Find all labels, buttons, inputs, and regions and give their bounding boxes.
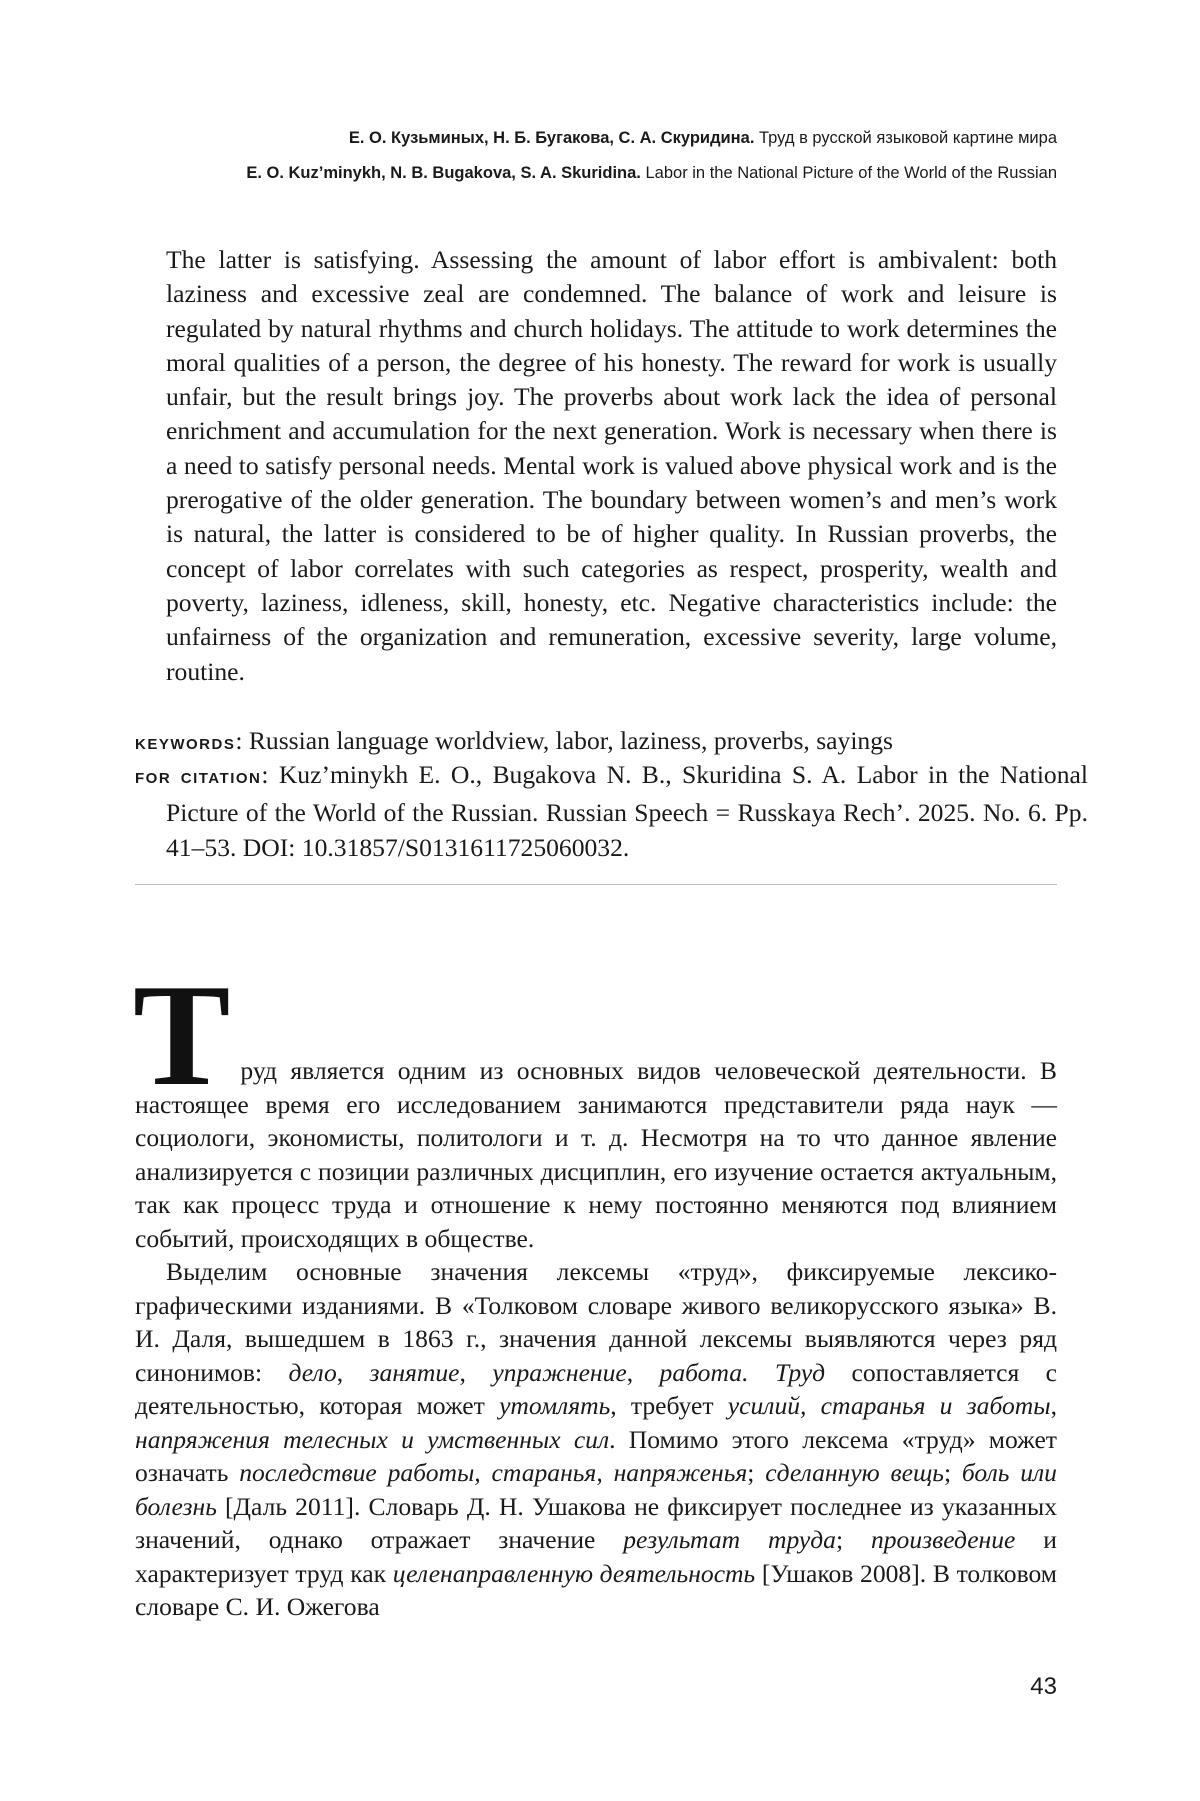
p2-text: и характеризует труд как bbox=[135, 1525, 1057, 1588]
p2-text: ; bbox=[747, 1458, 766, 1487]
p2-text: ; bbox=[835, 1525, 871, 1554]
keywords-text: Russian language worldview, labor, laziness, proverbs, sayings bbox=[248, 726, 893, 755]
header-ru-authors: Е. О. Кузьминых, Н. Б. Бугакова, С. А. Скуридина. bbox=[348, 129, 755, 147]
keywords-label: KEYWORDS bbox=[135, 736, 236, 753]
header-en-authors: E. O. Kuz’minykh, N. B. Bugakova, S. A. Skuridina. bbox=[246, 164, 641, 182]
keywords-block bbox=[135, 724, 1057, 762]
p2-italic: занятие bbox=[369, 1357, 460, 1387]
article-body bbox=[133, 954, 1057, 1624]
p2-text: сопоставляется с деятельностью, которая может bbox=[135, 1357, 1057, 1420]
p2-italic: работа. Труд bbox=[659, 1357, 826, 1387]
p2-italic: усилий, старанья и заботы bbox=[727, 1391, 1051, 1420]
p2-text: . Помимо этого лексема «труд» может означать bbox=[135, 1424, 1057, 1487]
p2-italic: результат труда bbox=[623, 1525, 836, 1554]
running-header-russian bbox=[117, 128, 1057, 148]
citation-label: FOR CITATION bbox=[135, 770, 262, 787]
header-en-title: Labor in the National Picture of the World of the Russian bbox=[645, 164, 1057, 182]
p2-text: [Даль 2011]. Словарь Д. Н. Ушакова не фиксирует последнее из указанных значений, однако отражает значение bbox=[135, 1491, 1057, 1554]
p2-italic: произведение bbox=[870, 1525, 1016, 1554]
citation-colon: : bbox=[261, 760, 279, 789]
p2-italic: целенаправленную деятельность bbox=[392, 1558, 756, 1588]
p2-text: , bbox=[626, 1357, 660, 1387]
dropcap-letter: Т bbox=[133, 954, 231, 1116]
citation-text: Kuz’minykh E. O., Bugakova N. B., Skuridina S. A. Labor in the National Picture of the World of the Russian. Russian Speech = Russkaya Rech’. 2025. No. 6. Pp. 41–53. DOI: 10.31857/S0131611725060032. bbox=[166, 760, 1088, 862]
p2-italic: сделанную вещь bbox=[765, 1458, 944, 1487]
p2-italic: утомлять bbox=[499, 1391, 611, 1420]
p2-italic: дело bbox=[288, 1357, 337, 1387]
page-number: 43 bbox=[1030, 1673, 1057, 1700]
p2-italic: последствие работы, старанья, напряженья bbox=[239, 1458, 748, 1487]
running-header-english bbox=[117, 163, 1057, 183]
p2-text: , bbox=[1050, 1391, 1057, 1420]
p2-italic: напряжения телесных и умственных сил bbox=[135, 1424, 610, 1454]
section-divider bbox=[135, 884, 1057, 885]
p2-text: Выделим основные значения лексемы «труд», фиксируемые лексикографическими изданиями. В «Толковом словаре живого великорусского языка» В. И. Даля, вышедшем в 1863 г., значения данной лексемы выявляются через ряд синонимов: bbox=[135, 1257, 1057, 1387]
p2-italic: боль или болезнь bbox=[135, 1458, 1057, 1521]
abstract-text: The latter is satisfying. Assessing the amount of labor effort is ambivalent: both laziness and excessive zeal are condemned. The balance of work and leisure is regulated by natural rhythms and church holidays. The attitude to work determines the moral qualities of a person, the degree of his honesty. The reward for work is usually unfair, but the result brings joy. The proverbs about work lack the idea of personal enrichment and accumulation for the next generation. Work is necessary when there is a need to satisfy personal needs. Mental work is valued above physical work and is the prerogative of the older generation. The boundary between women’s and men’s work is natural, the latter is considered to be of higher quality. In Russian proverbs, the concept of labor correlates with such categories as respect, prosperity, wealth and poverty, laziness, idleness, skill, honesty, etc. Negative characteristics include: the unfairness of the organization and remuneration, excessive severity, large volume, routine. bbox=[166, 245, 1057, 686]
p2-text: , bbox=[336, 1357, 370, 1387]
p2-text: , требует bbox=[610, 1391, 728, 1420]
p2-italic: упражнение bbox=[492, 1357, 627, 1387]
body-paragraph-1 bbox=[133, 954, 1057, 1255]
header-ru-title: Труд в русской языковой картине мира bbox=[759, 129, 1057, 147]
p2-text: [Ушаков 2008]. В толковом словаре С. И. Ожегова bbox=[135, 1558, 1057, 1621]
body-paragraph-1-text: руд является одним из основных видов человеческой деятельности. В настоящее время его исследованием занимаются представители ряда наук — социологи, экономисты, политологи и т. д. Несмотря на то что данное явление анализируется с позиции различных дисциплин, его изучение остается актуальным, так как процесс труда и отношение к нему постоянно меняются под влиянием событий, происходящих в обществе. bbox=[135, 1056, 1057, 1253]
body-paragraph-2 bbox=[135, 1255, 1057, 1624]
keywords-colon: : bbox=[235, 726, 249, 755]
p2-text: ; bbox=[943, 1458, 962, 1487]
p2-text: , bbox=[459, 1357, 493, 1387]
citation-block bbox=[135, 758, 1088, 865]
